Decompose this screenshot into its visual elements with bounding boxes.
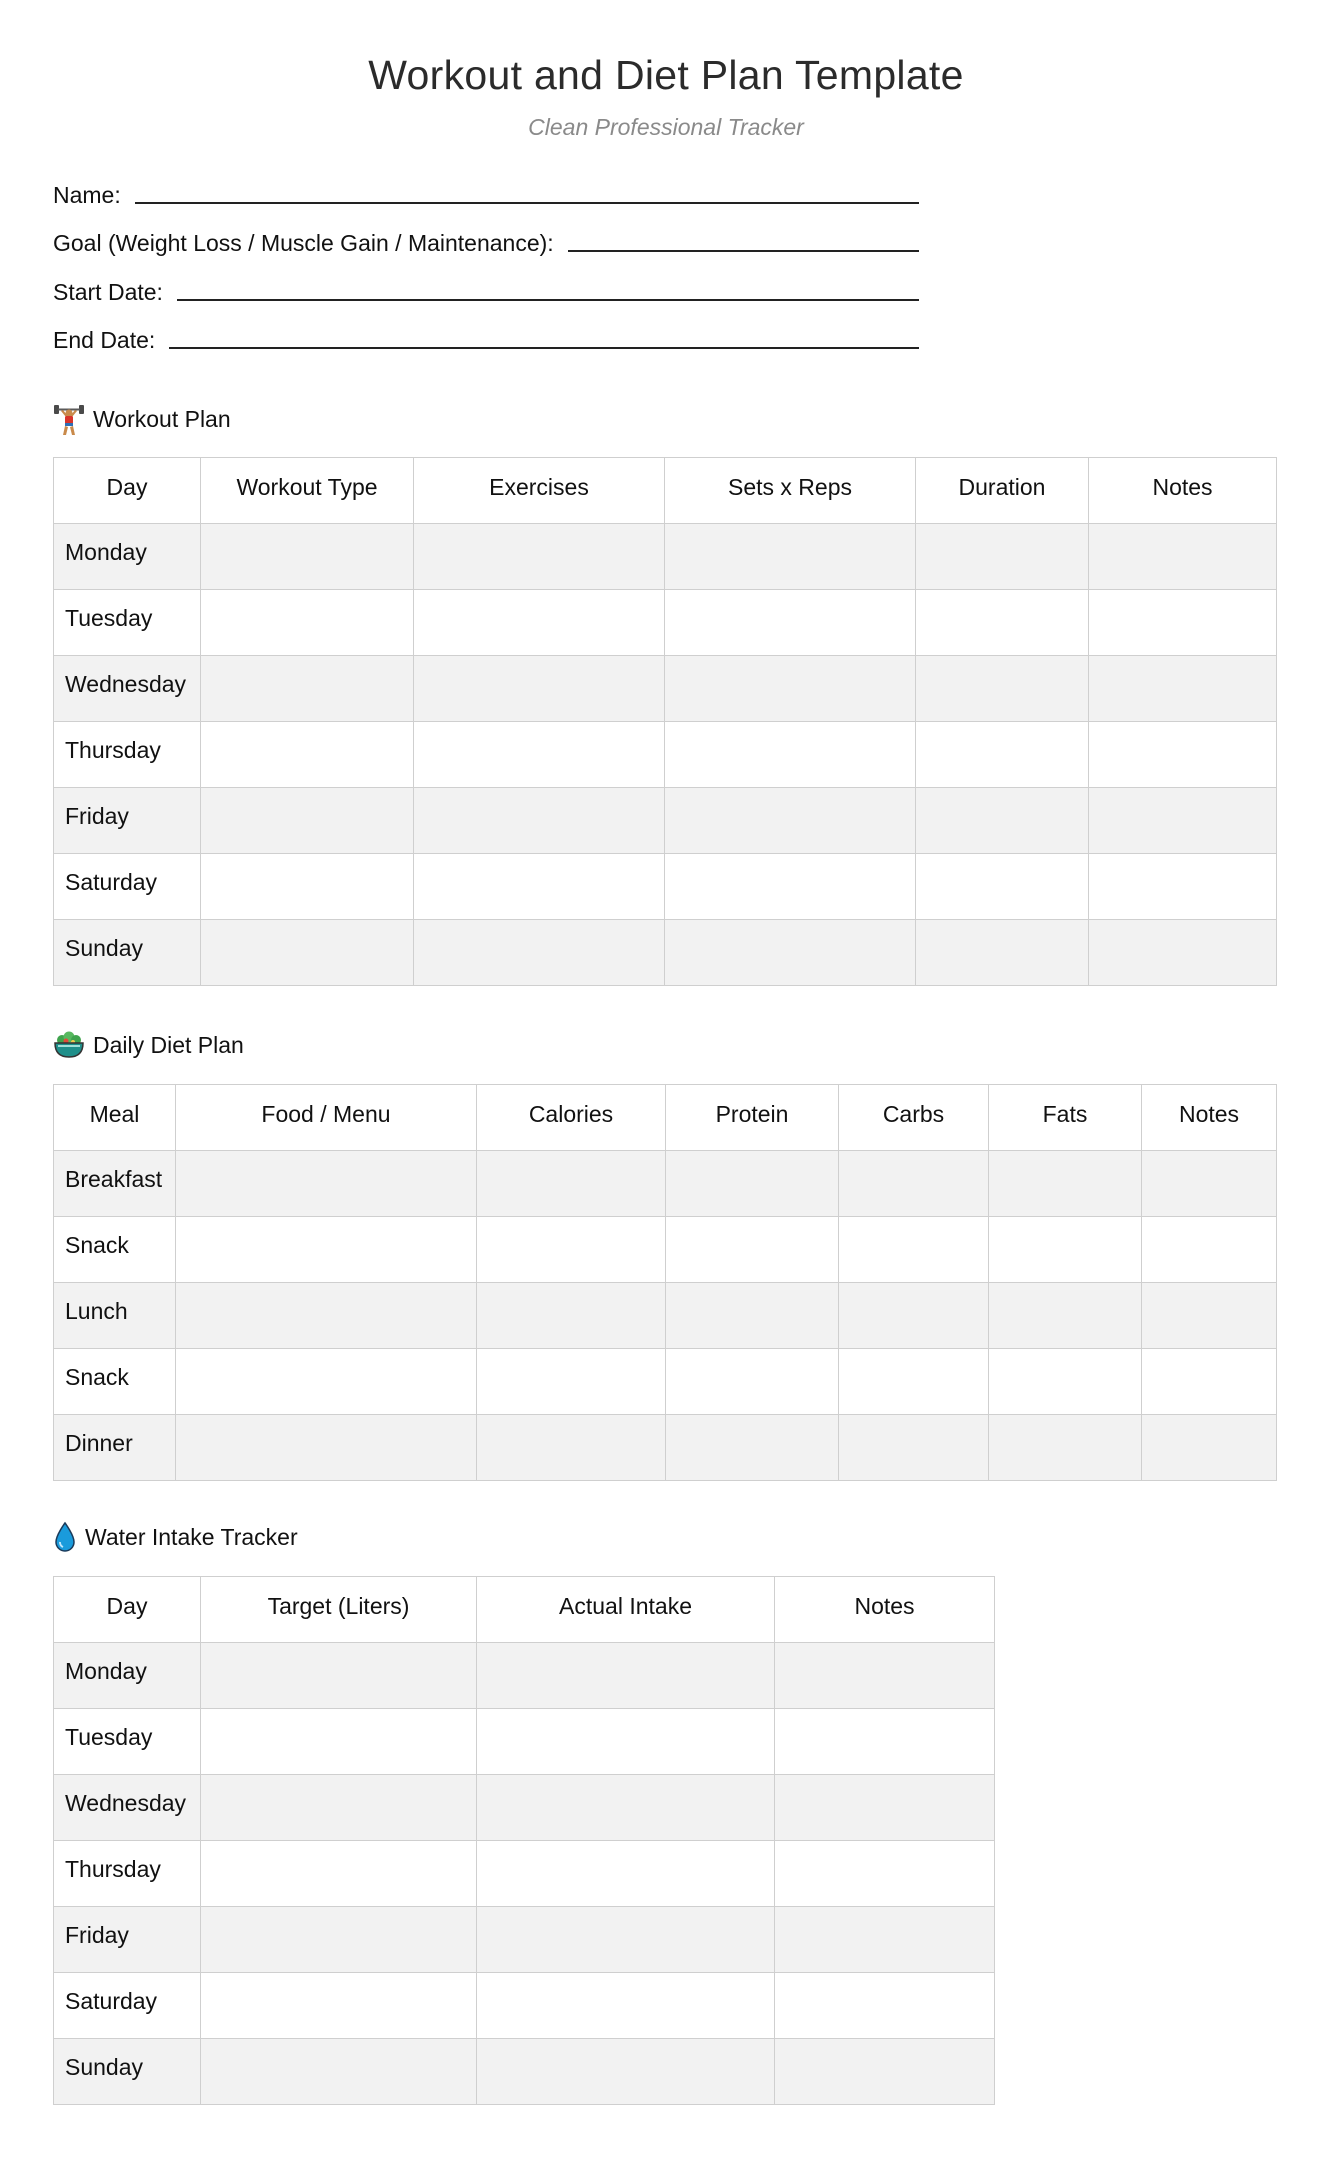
table-cell[interactable] <box>666 1217 839 1283</box>
workout-table <box>53 457 1277 986</box>
table-cell[interactable] <box>775 2039 995 2105</box>
table-cell[interactable] <box>775 1643 995 1709</box>
row-label: Snack <box>54 1217 176 1283</box>
table-cell[interactable] <box>201 1643 477 1709</box>
table-cell[interactable] <box>201 1973 477 2039</box>
table-cell[interactable] <box>665 656 916 722</box>
salad-bowl-icon <box>53 1030 85 1060</box>
water-section-heading <box>53 1521 298 1553</box>
row-label: Thursday <box>54 722 201 788</box>
water-col-target: Target (Liters) <box>201 1577 477 1643</box>
table-row <box>54 1709 995 1775</box>
table-row <box>54 722 1277 788</box>
table-cell[interactable] <box>1089 854 1277 920</box>
table-cell[interactable] <box>1142 1349 1277 1415</box>
workout-col-notes: Notes <box>1089 458 1277 524</box>
workout-col-day: Day <box>54 458 201 524</box>
table-cell[interactable] <box>477 1709 775 1775</box>
table-row <box>54 1151 1277 1217</box>
water-table <box>53 1576 995 2105</box>
diet-col-meal: Meal <box>54 1085 176 1151</box>
diet-section-heading <box>53 1030 244 1060</box>
start-date-label: Start Date: <box>53 279 163 305</box>
workout-col-duration: Duration <box>916 458 1089 524</box>
table-cell[interactable] <box>839 1349 989 1415</box>
table-row <box>54 788 1277 854</box>
table-row <box>54 1643 995 1709</box>
table-cell[interactable] <box>201 1775 477 1841</box>
row-label: Friday <box>54 1907 201 1973</box>
table-cell[interactable] <box>775 1709 995 1775</box>
table-row <box>54 1907 995 1973</box>
table-cell[interactable] <box>477 1907 775 1973</box>
table-cell[interactable] <box>665 920 916 986</box>
table-row <box>54 1349 1277 1415</box>
table-cell[interactable] <box>414 788 665 854</box>
page-title: Workout and Diet Plan Template <box>368 52 964 98</box>
water-drop-icon <box>53 1521 77 1553</box>
table-cell[interactable] <box>477 1643 775 1709</box>
water-col-notes: Notes <box>775 1577 995 1643</box>
workout-col-sets-reps: Sets x Reps <box>665 458 916 524</box>
goal-field[interactable] <box>53 225 919 257</box>
goal-label: Goal (Weight Loss / Muscle Gain / Maintenance): <box>53 230 554 256</box>
row-label: Sunday <box>54 920 201 986</box>
table-cell[interactable] <box>1089 920 1277 986</box>
end-date-field[interactable] <box>53 322 919 354</box>
table-cell[interactable] <box>666 1349 839 1415</box>
table-cell[interactable] <box>477 1151 666 1217</box>
table-cell[interactable] <box>1142 1415 1277 1481</box>
table-cell[interactable] <box>176 1283 477 1349</box>
row-label: Breakfast <box>54 1151 176 1217</box>
table-cell[interactable] <box>201 656 414 722</box>
row-label: Lunch <box>54 1283 176 1349</box>
table-row <box>54 590 1277 656</box>
table-cell[interactable] <box>414 524 665 590</box>
row-label: Saturday <box>54 854 201 920</box>
end-date-label: End Date: <box>53 327 156 353</box>
workout-header-row <box>54 458 1277 524</box>
table-cell[interactable] <box>414 590 665 656</box>
table-cell[interactable] <box>414 920 665 986</box>
table-cell[interactable] <box>201 1907 477 1973</box>
page-subtitle: Clean Professional Tracker <box>528 114 804 140</box>
table-cell[interactable] <box>477 1349 666 1415</box>
table-cell[interactable] <box>201 788 414 854</box>
diet-col-protein: Protein <box>666 1085 839 1151</box>
diet-col-food: Food / Menu <box>176 1085 477 1151</box>
workout-section-heading <box>53 402 231 436</box>
table-row <box>54 1973 995 2039</box>
table-cell[interactable] <box>414 722 665 788</box>
row-label: Sunday <box>54 2039 201 2105</box>
weightlifter-icon <box>53 402 85 436</box>
table-cell[interactable] <box>665 854 916 920</box>
goal-line[interactable] <box>568 249 919 252</box>
table-cell[interactable] <box>839 1217 989 1283</box>
table-cell[interactable] <box>477 1415 666 1481</box>
table-cell[interactable] <box>665 722 916 788</box>
diet-col-calories: Calories <box>477 1085 666 1151</box>
diet-section-title: Daily Diet Plan <box>93 1031 244 1058</box>
table-cell[interactable] <box>201 722 414 788</box>
row-label: Saturday <box>54 1973 201 2039</box>
table-cell[interactable] <box>665 524 916 590</box>
table-cell[interactable] <box>839 1283 989 1349</box>
name-label: Name: <box>53 182 121 208</box>
table-cell[interactable] <box>775 1841 995 1907</box>
table-cell[interactable] <box>176 1151 477 1217</box>
table-cell[interactable] <box>477 2039 775 2105</box>
table-cell[interactable] <box>176 1415 477 1481</box>
table-cell[interactable] <box>665 788 916 854</box>
table-cell[interactable] <box>176 1217 477 1283</box>
water-section-title: Water Intake Tracker <box>85 1523 298 1550</box>
table-row <box>54 1217 1277 1283</box>
table-cell[interactable] <box>1089 524 1277 590</box>
table-cell[interactable] <box>989 1349 1142 1415</box>
table-cell[interactable] <box>775 1907 995 1973</box>
start-date-field[interactable] <box>53 274 919 306</box>
table-cell[interactable] <box>477 1775 775 1841</box>
table-cell[interactable] <box>916 656 1089 722</box>
table-cell[interactable] <box>775 1775 995 1841</box>
table-row <box>54 2039 995 2105</box>
table-cell[interactable] <box>1089 722 1277 788</box>
row-label: Friday <box>54 788 201 854</box>
table-cell[interactable] <box>989 1151 1142 1217</box>
name-line[interactable] <box>135 201 919 204</box>
table-cell[interactable] <box>201 590 414 656</box>
table-cell[interactable] <box>1089 656 1277 722</box>
table-cell[interactable] <box>839 1151 989 1217</box>
table-cell[interactable] <box>201 920 414 986</box>
name-field[interactable] <box>53 177 919 209</box>
table-cell[interactable] <box>201 854 414 920</box>
row-label: Thursday <box>54 1841 201 1907</box>
table-cell[interactable] <box>1089 590 1277 656</box>
table-cell[interactable] <box>1142 1151 1277 1217</box>
table-cell[interactable] <box>666 1283 839 1349</box>
table-cell[interactable] <box>176 1349 477 1415</box>
row-label: Monday <box>54 524 201 590</box>
table-cell[interactable] <box>201 1841 477 1907</box>
table-row <box>54 1841 995 1907</box>
table-cell[interactable] <box>414 854 665 920</box>
diet-header-row <box>54 1085 1277 1151</box>
table-cell[interactable] <box>989 1283 1142 1349</box>
diet-col-fats: Fats <box>989 1085 1142 1151</box>
table-cell[interactable] <box>839 1415 989 1481</box>
table-row <box>54 656 1277 722</box>
diet-table <box>53 1084 1277 1481</box>
table-cell[interactable] <box>666 1415 839 1481</box>
row-label: Tuesday <box>54 1709 201 1775</box>
table-cell[interactable] <box>665 590 916 656</box>
table-cell[interactable] <box>989 1217 1142 1283</box>
table-cell[interactable] <box>201 2039 477 2105</box>
row-label: Tuesday <box>54 590 201 656</box>
table-cell[interactable] <box>414 656 665 722</box>
workout-col-type: Workout Type <box>201 458 414 524</box>
row-label: Wednesday <box>54 656 201 722</box>
table-cell[interactable] <box>775 1973 995 2039</box>
water-col-day: Day <box>54 1577 201 1643</box>
table-cell[interactable] <box>916 524 1089 590</box>
table-cell[interactable] <box>916 854 1089 920</box>
table-cell[interactable] <box>989 1415 1142 1481</box>
table-cell[interactable] <box>477 1283 666 1349</box>
row-label: Wednesday <box>54 1775 201 1841</box>
table-cell[interactable] <box>477 1217 666 1283</box>
table-row <box>54 1283 1277 1349</box>
diet-col-carbs: Carbs <box>839 1085 989 1151</box>
workout-section-title: Workout Plan <box>93 405 231 432</box>
table-cell[interactable] <box>1142 1217 1277 1283</box>
table-cell[interactable] <box>1142 1283 1277 1349</box>
start-date-line[interactable] <box>177 298 919 301</box>
table-cell[interactable] <box>666 1151 839 1217</box>
workout-col-exercises: Exercises <box>414 458 665 524</box>
table-cell[interactable] <box>201 524 414 590</box>
table-cell[interactable] <box>1089 788 1277 854</box>
table-cell[interactable] <box>201 1709 477 1775</box>
row-label: Monday <box>54 1643 201 1709</box>
table-row <box>54 854 1277 920</box>
table-cell[interactable] <box>916 788 1089 854</box>
water-header-row <box>54 1577 995 1643</box>
row-label: Dinner <box>54 1415 176 1481</box>
water-col-actual: Actual Intake <box>477 1577 775 1643</box>
table-row <box>54 524 1277 590</box>
table-cell[interactable] <box>916 722 1089 788</box>
table-row <box>54 1415 1277 1481</box>
diet-col-notes: Notes <box>1142 1085 1277 1151</box>
table-cell[interactable] <box>477 1973 775 2039</box>
row-label: Snack <box>54 1349 176 1415</box>
table-cell[interactable] <box>477 1841 775 1907</box>
table-cell[interactable] <box>916 590 1089 656</box>
table-row <box>54 1775 995 1841</box>
table-row <box>54 920 1277 986</box>
table-cell[interactable] <box>916 920 1089 986</box>
end-date-line[interactable] <box>169 346 919 349</box>
